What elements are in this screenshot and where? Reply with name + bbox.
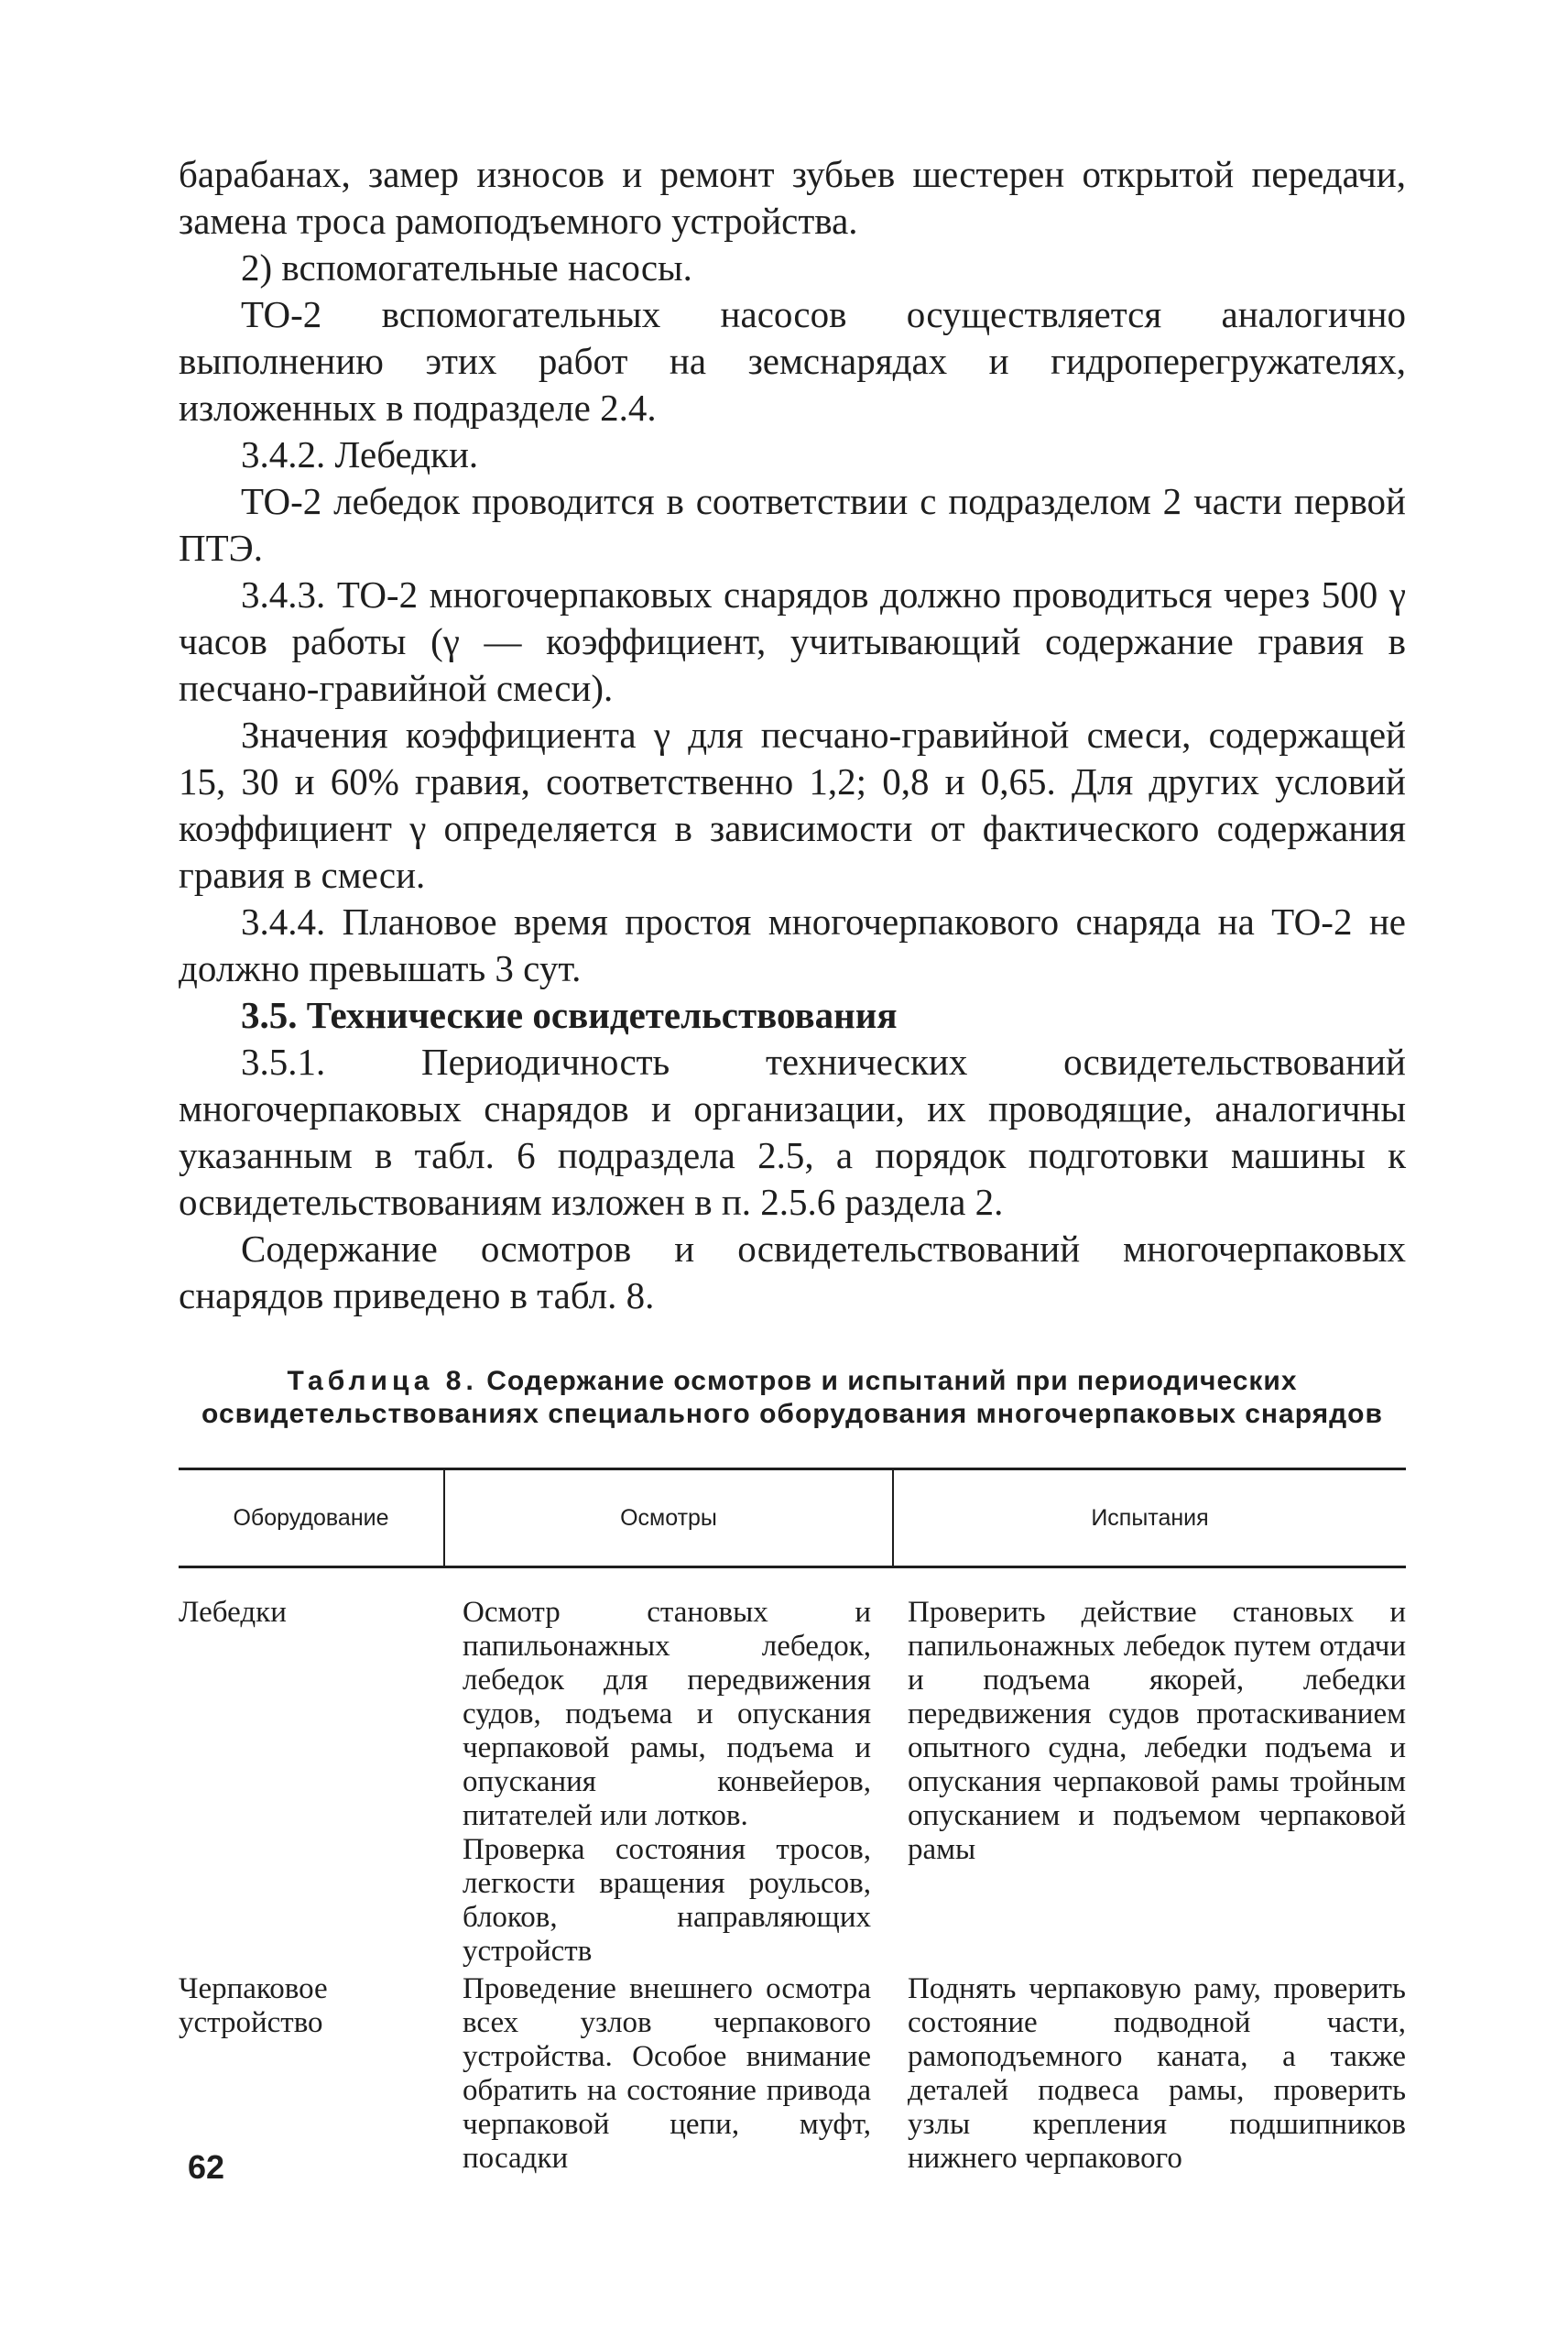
inspection-text: Осмотр становых и папильонажных лебедок, лебедок для передвижения судов, подъема и опускания черпаковой рамы, подъема и опускания конвейеров, питателей или лотков. <box>463 1596 871 1832</box>
inspection-text: Проверка состояния тросов, легкости вращения роульсов, блоков, направляющих устройств <box>463 1833 871 1968</box>
table-header-row <box>179 1469 1406 1567</box>
cell-inspections <box>444 1969 893 2176</box>
paragraph: 2) вспомогательные насосы. <box>241 246 692 289</box>
paragraph: ТО-2 лебедок проводится в соответствии с подразделом 2 части первой ПТЭ. <box>179 480 1406 569</box>
table-caption-label: Таблица 8. <box>287 1366 478 1396</box>
paragraph: Значения коэффициента γ для песчано-гравийной смеси, содержащей 15, 30 и 60% гравия, соответственно 1,2; 0,8 и 0,65. Для других условий коэффициент γ определяется в зависимости от фактического содержания гравия в смеси. <box>179 714 1406 896</box>
paragraph: 3.4.3. ТО-2 многочерпаковых снарядов должно проводиться через 500 γ часов работы (γ — коэффициент, учитывающий содержание гравия в песчано-гравийной смеси). <box>179 573 1406 709</box>
table-row <box>179 1969 1406 2176</box>
section-heading: 3.4.2. Лебедки. <box>241 433 479 475</box>
paragraph: барабанах, замер износов и ремонт зубьев шестерен открытой передачи, замена троса рамоподъемного устройства. <box>179 153 1406 242</box>
table-row <box>179 1567 1406 1970</box>
cell-equipment: Лебедки <box>179 1596 287 1629</box>
column-header-inspections: Осмотры <box>444 1469 893 1567</box>
paragraph: 3.5.1. Периодичность технических освидетельствований многочерпаковых снарядов и организации, их проводящие, аналогичны указанным в табл. 6 подраздела 2.5, а порядок подготовки машины к освидетельствованиям изложен в п. 2.5.6 раздела 2. <box>179 1041 1406 1223</box>
column-header-tests: Испытания <box>893 1469 1406 1567</box>
page-content <box>179 151 1406 2176</box>
paragraph: Содержание осмотров и освидетельствований многочерпаковых снарядов приведено в табл. 8. <box>179 1228 1406 1316</box>
cell-tests: Поднять черпаковую раму, проверить состояние подводной части, рамоподъемного каната, а также деталей подвеса рамы, проверить узлы крепления подшипников нижнего черпакового <box>908 1972 1406 2175</box>
cell-tests: Проверить действие становых и папильонажных лебедок путем отдачи и подъема якорей, лебедки передвижения судов протаскиванием опытного судна, лебедки подъема и опускания черпаковой рамы тройным опусканием и подъемом черпаковой рамы <box>908 1596 1406 1866</box>
inspection-text: Проведение внешнего осмотра всех узлов черпакового устройства. Особое внимание обратить на состояние привода черпаковой цепи, муфт, посадки <box>463 1972 871 2175</box>
column-header-equipment: Оборудование <box>179 1469 444 1567</box>
cell-inspections <box>444 1567 893 1970</box>
table-caption <box>179 1365 1406 1431</box>
section-heading: 3.5. Технические освидетельствования <box>241 994 898 1036</box>
paragraph: 3.4.4. Плановое время простоя многочерпакового снаряда на ТО-2 не должно превышать 3 сут. <box>179 901 1406 989</box>
cell-equipment: Черпаковое устройство <box>179 1972 328 2039</box>
table-caption-text: Содержание осмотров и испытаний при периодических освидетельствованиях специального оборудования многочерпаковых снарядов <box>201 1366 1383 1429</box>
page-number: 62 <box>188 2148 225 2186</box>
body-text <box>179 151 1406 1319</box>
inspection-table <box>179 1468 1406 2176</box>
paragraph: ТО-2 вспомогательных насосов осуществляется аналогично выполнению этих работ на земснарядах и гидроперегружателях, изложенных в подразделе 2.4. <box>179 293 1406 429</box>
